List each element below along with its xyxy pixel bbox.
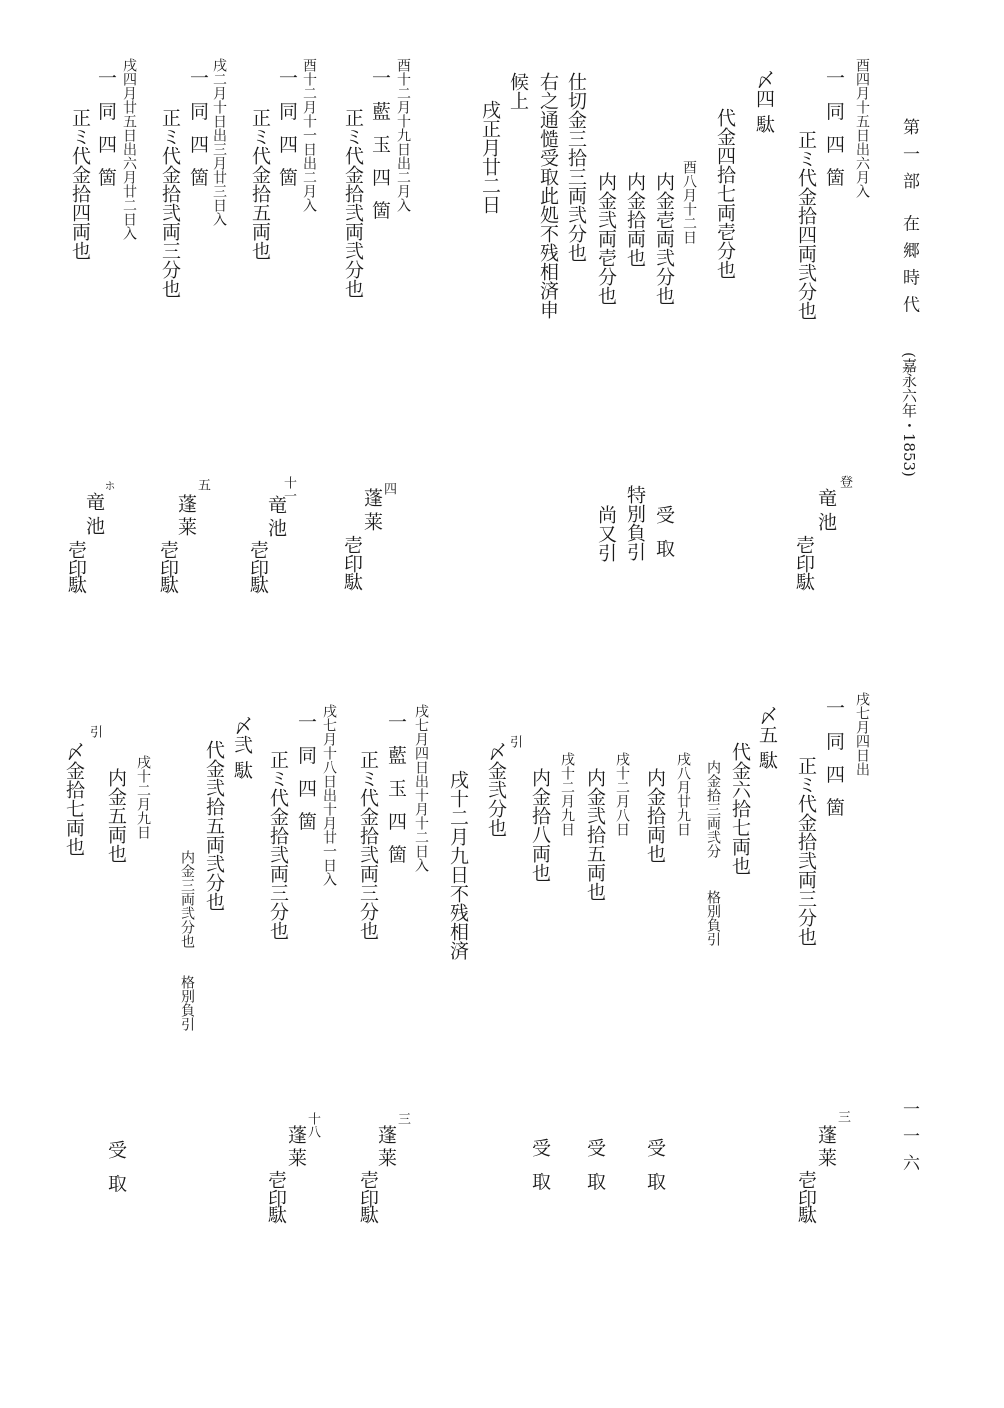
- entry-item: 一 同 四 箇: [295, 712, 317, 835]
- entry-item: 一 藍 玉 四 箇: [385, 712, 407, 868]
- payment-date-3: 戌十二月九日: [559, 752, 575, 836]
- seal-label: 壱印: [795, 1170, 817, 1208]
- entry-price: 正ミ代金拾五両也: [249, 108, 271, 260]
- remainder-mark: 引: [507, 735, 522, 748]
- discount-label: 格別負引: [705, 890, 721, 946]
- entry-date: 酉十二月十九日出二月入: [395, 58, 411, 212]
- settled-note: 戌十二月九日不残相済: [447, 770, 469, 960]
- received-label: 受 取: [105, 1140, 127, 1197]
- discount-label: 格別負引: [179, 975, 195, 1031]
- payment-1: 内金壱両弐分也: [653, 172, 675, 305]
- payment-2: 内金弐拾五両也: [584, 768, 606, 901]
- running-header-title: 第一部 在郷時代: [899, 118, 919, 323]
- unit-label: 駄: [65, 575, 87, 594]
- note-line-1: 右之通慥受取此処不残相済申: [537, 72, 559, 319]
- entry-date: 酉十二月十一日出二月入: [301, 58, 317, 212]
- seal-mark: ホ: [103, 480, 116, 491]
- partial-discount: 内金三両弐分也: [179, 850, 195, 948]
- received-label-2: 受 取: [584, 1138, 606, 1195]
- seal-mark: 登: [837, 475, 852, 488]
- total-amount: 代金弐拾五両弐分也: [203, 740, 225, 911]
- unit-label: 駄: [793, 572, 815, 591]
- name-char-1: 蓬: [815, 1125, 837, 1144]
- entry-price: 正ミ代金拾四両也: [69, 108, 91, 260]
- seal-mark: 三: [395, 1112, 410, 1125]
- payment-2: 内金拾両也: [624, 172, 646, 267]
- total-amount: 代金六拾七両也: [729, 742, 751, 875]
- entry-date: 戌七月四日出十月十二日入: [413, 704, 429, 872]
- unit-label: 駄: [341, 572, 363, 591]
- received-label-1: 受 取: [644, 1138, 666, 1195]
- seal-mark: 三: [835, 1110, 850, 1123]
- entry-price: 正ミ代金拾弐両三分也: [267, 750, 289, 940]
- received-label-3: 受 取: [529, 1138, 551, 1195]
- name-char-2: 莱: [285, 1148, 307, 1167]
- discount-label-2: 尚又引: [595, 505, 617, 562]
- entry-item: 一 同 四 箇: [823, 698, 845, 821]
- payment-3: 内金弐両壱分也: [595, 172, 617, 305]
- payment-date: 戌十二月九日: [135, 755, 151, 839]
- payment-date-2: 戌十二月八日: [614, 752, 630, 836]
- payment-1: 内金拾両也: [644, 768, 666, 863]
- unit-label: 駄: [357, 1205, 379, 1224]
- name-char-2: 池: [815, 512, 837, 531]
- total-head: 〆五 駄: [756, 706, 778, 770]
- remainder-amount: 〆金拾七両也: [63, 742, 85, 856]
- seal-label: 壱印: [265, 1170, 287, 1208]
- seal-label: 壱印: [357, 1170, 379, 1208]
- name-char-1: 蓬: [175, 494, 197, 513]
- seal-mark: 五: [195, 478, 210, 491]
- seal-label: 壱印: [65, 540, 87, 578]
- remainder-mark: 引: [87, 725, 102, 738]
- entry-date: 戌七月四日出: [854, 692, 870, 776]
- total-amount: 代金四拾七両壱分也: [714, 108, 736, 279]
- name-char-2: 莱: [361, 512, 383, 531]
- total-head: 〆四 駄: [753, 70, 775, 134]
- name-char-1: 蓬: [375, 1125, 397, 1144]
- name-char-1: 竜: [815, 488, 837, 507]
- seal-label: 壱印: [157, 540, 179, 578]
- partial-discount: 内金拾三両弐分: [705, 760, 721, 858]
- final-settlement: 仕切金三拾三両弐分也: [565, 72, 587, 262]
- entry-item: 一 同 四 箇: [95, 68, 117, 191]
- name-char-1: 竜: [265, 495, 287, 514]
- unit-label: 駄: [265, 1205, 287, 1224]
- seal-label: 壱印: [341, 535, 363, 573]
- name-char-1: 蓬: [285, 1125, 307, 1144]
- payment-amount: 内金五両也: [105, 768, 127, 863]
- seal-mark: 四: [381, 482, 396, 495]
- entry-price: 正ミ代金拾弐両三分也: [795, 756, 817, 946]
- name-char-2: 莱: [815, 1148, 837, 1167]
- entry-price: 正ミ代金拾四両弐分也: [795, 130, 817, 320]
- entry-date: 酉四月十五日出六月入: [854, 58, 870, 198]
- entry-item: 一 同 四 箇: [187, 68, 209, 191]
- seal-mark: 十一: [281, 476, 296, 502]
- payment-date: 酉八月十二日: [681, 160, 697, 244]
- running-header-era: (嘉永六年・1853): [900, 352, 918, 477]
- name-char-1: 蓬: [361, 488, 383, 507]
- entry-item: 一 藍 玉 四 箇: [369, 68, 391, 224]
- entry-price: 正ミ代金拾弐両三分也: [357, 750, 379, 940]
- entry-date: 戌七月十八日出十月廿一日入: [321, 704, 337, 886]
- unit-label: 駄: [157, 575, 179, 594]
- name-char-2: 莱: [175, 517, 197, 536]
- unit-label: 駄: [795, 1205, 817, 1224]
- entry-date: 戌二月十日出三月廿三日入: [211, 58, 227, 226]
- name-char-2: 池: [265, 518, 287, 537]
- unit-label: 駄: [247, 575, 269, 594]
- seal-label: 壱印: [247, 540, 269, 578]
- entry-item: 一 同 四 箇: [276, 68, 298, 191]
- entry-price: 正ミ代金拾弐両三分也: [159, 108, 181, 298]
- payment-date-1: 戌八月廿九日: [675, 752, 691, 836]
- discount-label-1: 特別負引: [624, 485, 646, 561]
- seal-mark: 十八: [305, 1112, 320, 1138]
- seal-label: 壱印: [793, 535, 815, 573]
- note-date: 戌正月廿二日: [479, 100, 501, 214]
- name-char-1: 竜: [83, 492, 105, 511]
- entry-date: 戌四月廿五日出六月廿二日入: [121, 58, 137, 240]
- name-char-2: 莱: [375, 1148, 397, 1167]
- note-line-2: 候上: [507, 72, 529, 110]
- remainder-amount: 〆金弐分也: [485, 742, 507, 837]
- page-number: 一一六: [899, 1100, 919, 1181]
- total-head: 〆弐 駄: [231, 716, 253, 780]
- name-char-2: 池: [83, 516, 105, 535]
- entry-price: 正ミ代金拾弐両弐分也: [342, 108, 364, 298]
- payment-3: 内金拾八両也: [529, 768, 551, 882]
- received-label: 受 取: [653, 505, 675, 562]
- entry-item: 一 同 四 箇: [823, 68, 845, 191]
